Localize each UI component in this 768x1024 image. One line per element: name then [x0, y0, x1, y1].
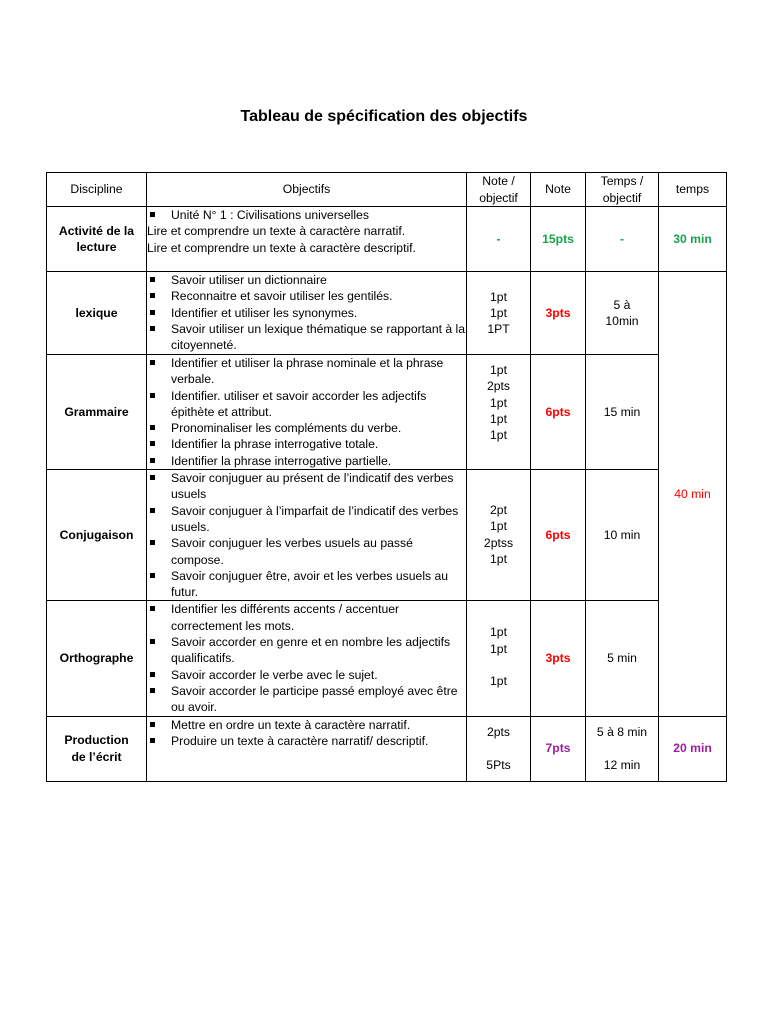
objectifs-conjugaison: [147, 470, 467, 601]
note-objectif-conjugaison: 2pt 1pt 2ptss 1pt: [467, 470, 531, 601]
list-item: Identifier et utiliser la phrase nominale et la phrase verbale.: [147, 355, 466, 388]
note-objectif-lexique: 1pt 1pt 1PT: [467, 272, 531, 355]
list-item: Savoir conjuguer au présent de l’indicatif des verbes usuels: [147, 470, 466, 503]
table-row-lexique: [47, 272, 727, 355]
discipline-lecture: Activité de la lecture: [47, 207, 147, 272]
note-objectif-lecture: -: [467, 207, 531, 272]
list-item: Identifier. utiliser et savoir accorder les adjectifs épithète et attribut.: [147, 388, 466, 421]
objectifs-grammaire: [147, 355, 467, 470]
header-row: [47, 173, 727, 207]
list-item: Mettre en ordre un texte à caractère narratif.: [147, 717, 466, 733]
list-item: Savoir conjuguer à l’imparfait de l’indicatif des verbes usuels.: [147, 503, 466, 536]
discipline-grammaire: Grammaire: [47, 355, 147, 470]
list-item: Produire un texte à caractère narratif/ descriptif.: [147, 733, 466, 749]
temps-objectif-lecture: -: [586, 207, 659, 272]
objectifs-lecture: [147, 207, 467, 272]
temps-objectif-orthographe: 5 min: [586, 601, 659, 716]
temps-objectif-lexique: 5 à 10min: [586, 272, 659, 355]
list-item: Reconnaitre et savoir utiliser les gentilés.: [147, 288, 466, 304]
objectif-line: Lire et comprendre un texte à caractère descriptif.: [147, 240, 416, 255]
header-note-objectif: Note / objectif: [467, 173, 531, 207]
table-row-orthographe: [47, 601, 727, 716]
header-note: Note: [531, 173, 586, 207]
note-lexique: 3pts: [531, 272, 586, 355]
header-discipline: Discipline: [47, 173, 147, 207]
objectifs-production: [147, 716, 467, 781]
header-objectifs: Objectifs: [147, 173, 467, 207]
note-production: 7pts: [531, 716, 586, 781]
table-row-conjugaison: [47, 470, 727, 601]
table-row-lecture: [47, 207, 727, 272]
temps-objectif-conjugaison: 10 min: [586, 470, 659, 601]
list-item: Identifier les différents accents / accentuer correctement les mots.: [147, 601, 466, 634]
temps-production: 20 min: [659, 716, 727, 781]
list-item: Savoir utiliser un lexique thématique se rapportant à la citoyenneté.: [147, 321, 466, 354]
temps-objectif-grammaire: 15 min: [586, 355, 659, 470]
discipline-production: Production de l’écrit: [47, 716, 147, 781]
list-item: Savoir conjuguer les verbes usuels au passé compose.: [147, 535, 466, 568]
specification-table: [46, 172, 727, 782]
temps-lecture: 30 min: [659, 207, 727, 272]
note-objectif-grammaire: 1pt 2pts 1pt 1pt 1pt: [467, 355, 531, 470]
list-item: Savoir accorder le verbe avec le sujet.: [147, 667, 466, 683]
table-row-grammaire: [47, 355, 727, 470]
note-lecture: 15pts: [531, 207, 586, 272]
table-row-production: [47, 716, 727, 781]
objectif-line: Lire et comprendre un texte à caractère narratif.: [147, 224, 406, 239]
note-conjugaison: 6pts: [531, 470, 586, 601]
discipline-orthographe: Orthographe: [47, 601, 147, 716]
list-item: Savoir accorder en genre et en nombre les adjectifs qualificatifs.: [147, 634, 466, 667]
objectifs-orthographe: [147, 601, 467, 716]
note-objectif-production: 2pts 5Pts: [467, 716, 531, 781]
header-temps: temps: [659, 173, 727, 207]
temps-objectif-production: 5 à 8 min 12 min: [586, 716, 659, 781]
header-temps-objectif: Temps / objectif: [586, 173, 659, 207]
note-objectif-orthographe: 1pt 1pt 1pt: [467, 601, 531, 716]
discipline-conjugaison: Conjugaison: [47, 470, 147, 601]
list-item: Identifier et utiliser les synonymes.: [147, 305, 466, 321]
objectifs-lexique: [147, 272, 467, 355]
list-item: Unité N° 1 : Civilisations universelles: [147, 207, 466, 223]
list-item: Identifier la phrase interrogative partielle.: [147, 453, 466, 469]
list-item: Savoir accorder le participe passé employé avec être ou avoir.: [147, 683, 466, 716]
temps-shared: 40 min: [659, 272, 727, 717]
discipline-lexique: lexique: [47, 272, 147, 355]
note-grammaire: 6pts: [531, 355, 586, 470]
note-orthographe: 3pts: [531, 601, 586, 716]
list-item: Savoir conjuguer être, avoir et les verbes usuels au futur.: [147, 568, 466, 601]
list-item: Identifier la phrase interrogative totale.: [147, 436, 466, 452]
list-item: Savoir utiliser un dictionnaire: [147, 272, 466, 288]
page-title: Tableau de spécification des objectifs: [240, 108, 528, 125]
list-item: Pronominaliser les compléments du verbe.: [147, 420, 466, 436]
